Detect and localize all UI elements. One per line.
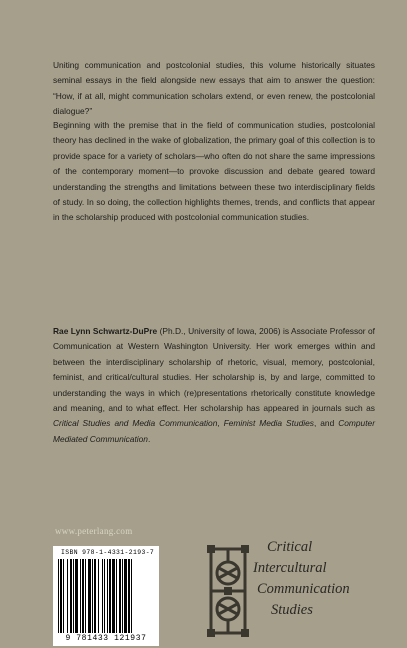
author-name: Rae Lynn Schwartz-DuPre [53,326,158,336]
journal-title-2: Feminist Media Studies [223,418,314,429]
series-line-4: Studies [271,602,313,618]
bio-text-2: , [217,418,224,429]
series-title [253,537,350,621]
publisher-url: www.peterlang.com [55,526,133,536]
bio-text-1: (Ph.D., University of Iowa, 2006) is Associate Professor of Communication at Western Washington University. Her work emerges within and between the interdisciplinary scholarship of rhetoric, visual, memory, postcolonial, feminist, and critical/cultural studies. Her scholarship is, by and large, committed to understanding the ways in which (re)presentations rhetorically constitute knowledge and meaning, and to what effect. Her scholarship has appeared in journals such as [53,326,375,414]
blurb-paragraph-1: Uniting communication and postcolonial studies, this volume historically situates seminal essays in the field alongside new essays that aim to answer the question: “How, if at all, might communication scholars extend, or even renew, the postcolonial dialogue?” [53,60,375,117]
author-bio [53,324,375,447]
barcode-digits: 9 781433 121937 [65,634,147,643]
isbn-label: ISBN 978-1-4331-2193-7 [61,549,155,556]
barcode-icon [56,559,156,633]
bio-text-3: , and [313,418,339,429]
journal-title-1: Critical Studies and Media Communication [53,418,218,429]
celtic-knot-emblem-icon [205,543,251,639]
bio-text-4: . [147,433,151,444]
barcode-box [53,546,159,646]
series-line-3: Communication [257,581,350,597]
series-line-1: Critical [267,539,313,555]
series-line-2: Intercultural [253,560,327,576]
blurb-paragraph-2: Beginning with the premise that in the field of communication studies, postcolonial theory has declined in the wake of globalization, the primary goal of this collection is to provide space for a variety of scholars—who often do not share the same impressions of the contemporary moment—to provoke discussion and debate geared toward understanding the strengths and limitations between these two interdisciplinary fields of study. In so doing, the collection highlights themes, trends, and conflicts that appear in the scholarship produced with postcolonial communication studies. [53,120,375,223]
journal-title-3: Computer Mediated Communication [53,418,375,444]
